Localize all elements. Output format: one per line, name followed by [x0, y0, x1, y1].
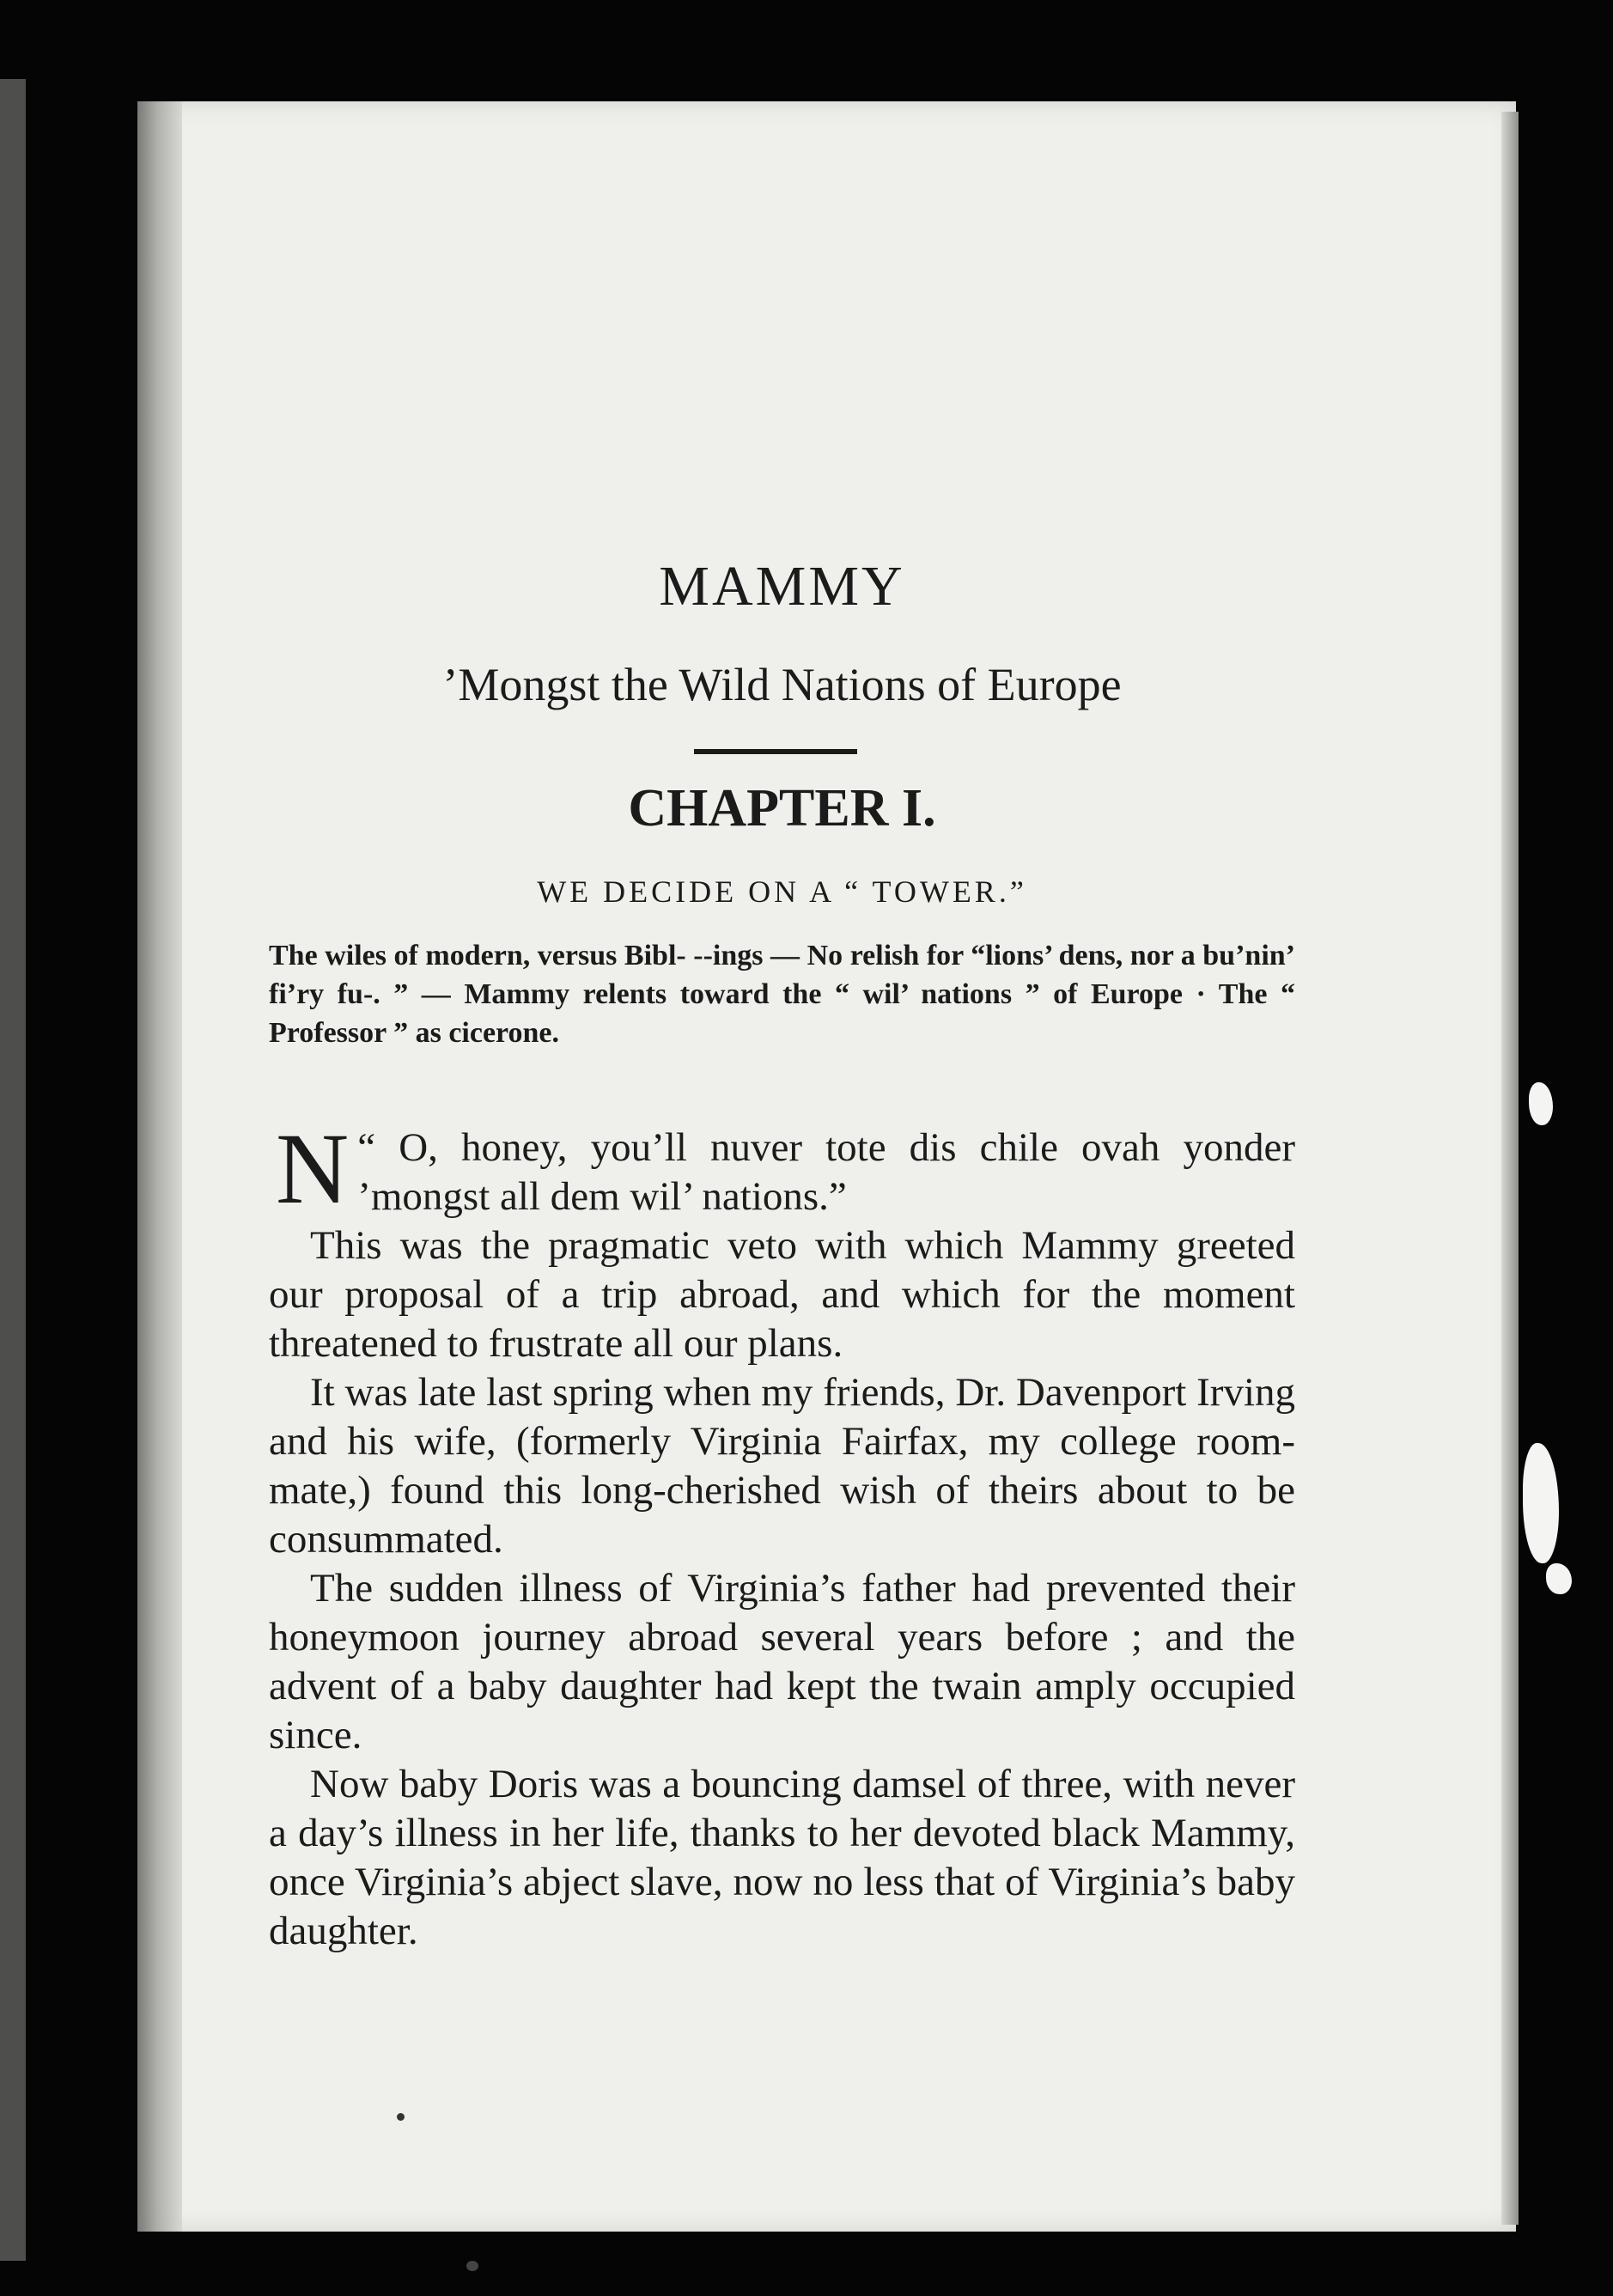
- title-divider: [694, 749, 857, 754]
- body-paragraph: The sudden illness of Virginia’s father had prevented their honeymoon journey abroad several years before ; and the advent of a baby daughter had kept the twain amply occupied since.: [269, 1566, 1295, 1757]
- opening-paragraph-text: O, honey, you’ll nuver tote dis chile ovah yonder ’mongst all dem wil’ nations.”: [357, 1125, 1295, 1219]
- chapter-body: [269, 1112, 1295, 1956]
- book-title: MAMMY: [659, 555, 905, 618]
- book-subtitle: ’Mongst the Wild Nations of Europe: [442, 659, 1122, 710]
- body-paragraph: It was late last spring when my friends, Dr. Davenport Irving and his wife, (formerly Virginia Fairfax, my college room-mate,) found this long-cherished wish of theirs about to be consummated.: [269, 1370, 1295, 1562]
- page-speck: [397, 2113, 405, 2121]
- page-right-edge: [1501, 112, 1519, 2225]
- drop-cap: N: [276, 1112, 350, 1225]
- scan-dust-mark: [466, 2261, 478, 2271]
- body-paragraph: Now baby Doris was a bouncing damsel of three, with never a day’s illness in her life, thanks to her devoted black Mammy, once Virginia’s abject slave, now no less that of Virginia’s baby daughter.: [269, 1762, 1295, 1953]
- chapter-title: WE DECIDE ON A “ TOWER.”: [537, 874, 1027, 909]
- chapter-synopsis: The wiles of modern, versus Bibl‑ ‑‑ings — No relish for “lions’ dens, nor a bu’nin’ fi’ry fu‑. ” — Mammy relents toward the “ wil’ nations ” of Europe · The “ Professor ” as cicerone.: [269, 940, 1295, 1049]
- opening-paragraph: [269, 1112, 1295, 1225]
- page-gutter-shadow: [137, 101, 182, 2232]
- chapter-number: CHAPTER I.: [628, 779, 936, 837]
- body-paragraph: This was the pragmatic veto with which Mammy greeted our proposal of a trip abroad, and which for the moment threatened to frustrate all our plans.: [269, 1223, 1295, 1366]
- opening-quote: “: [357, 1125, 376, 1170]
- adjacent-page-edge: [0, 79, 26, 2261]
